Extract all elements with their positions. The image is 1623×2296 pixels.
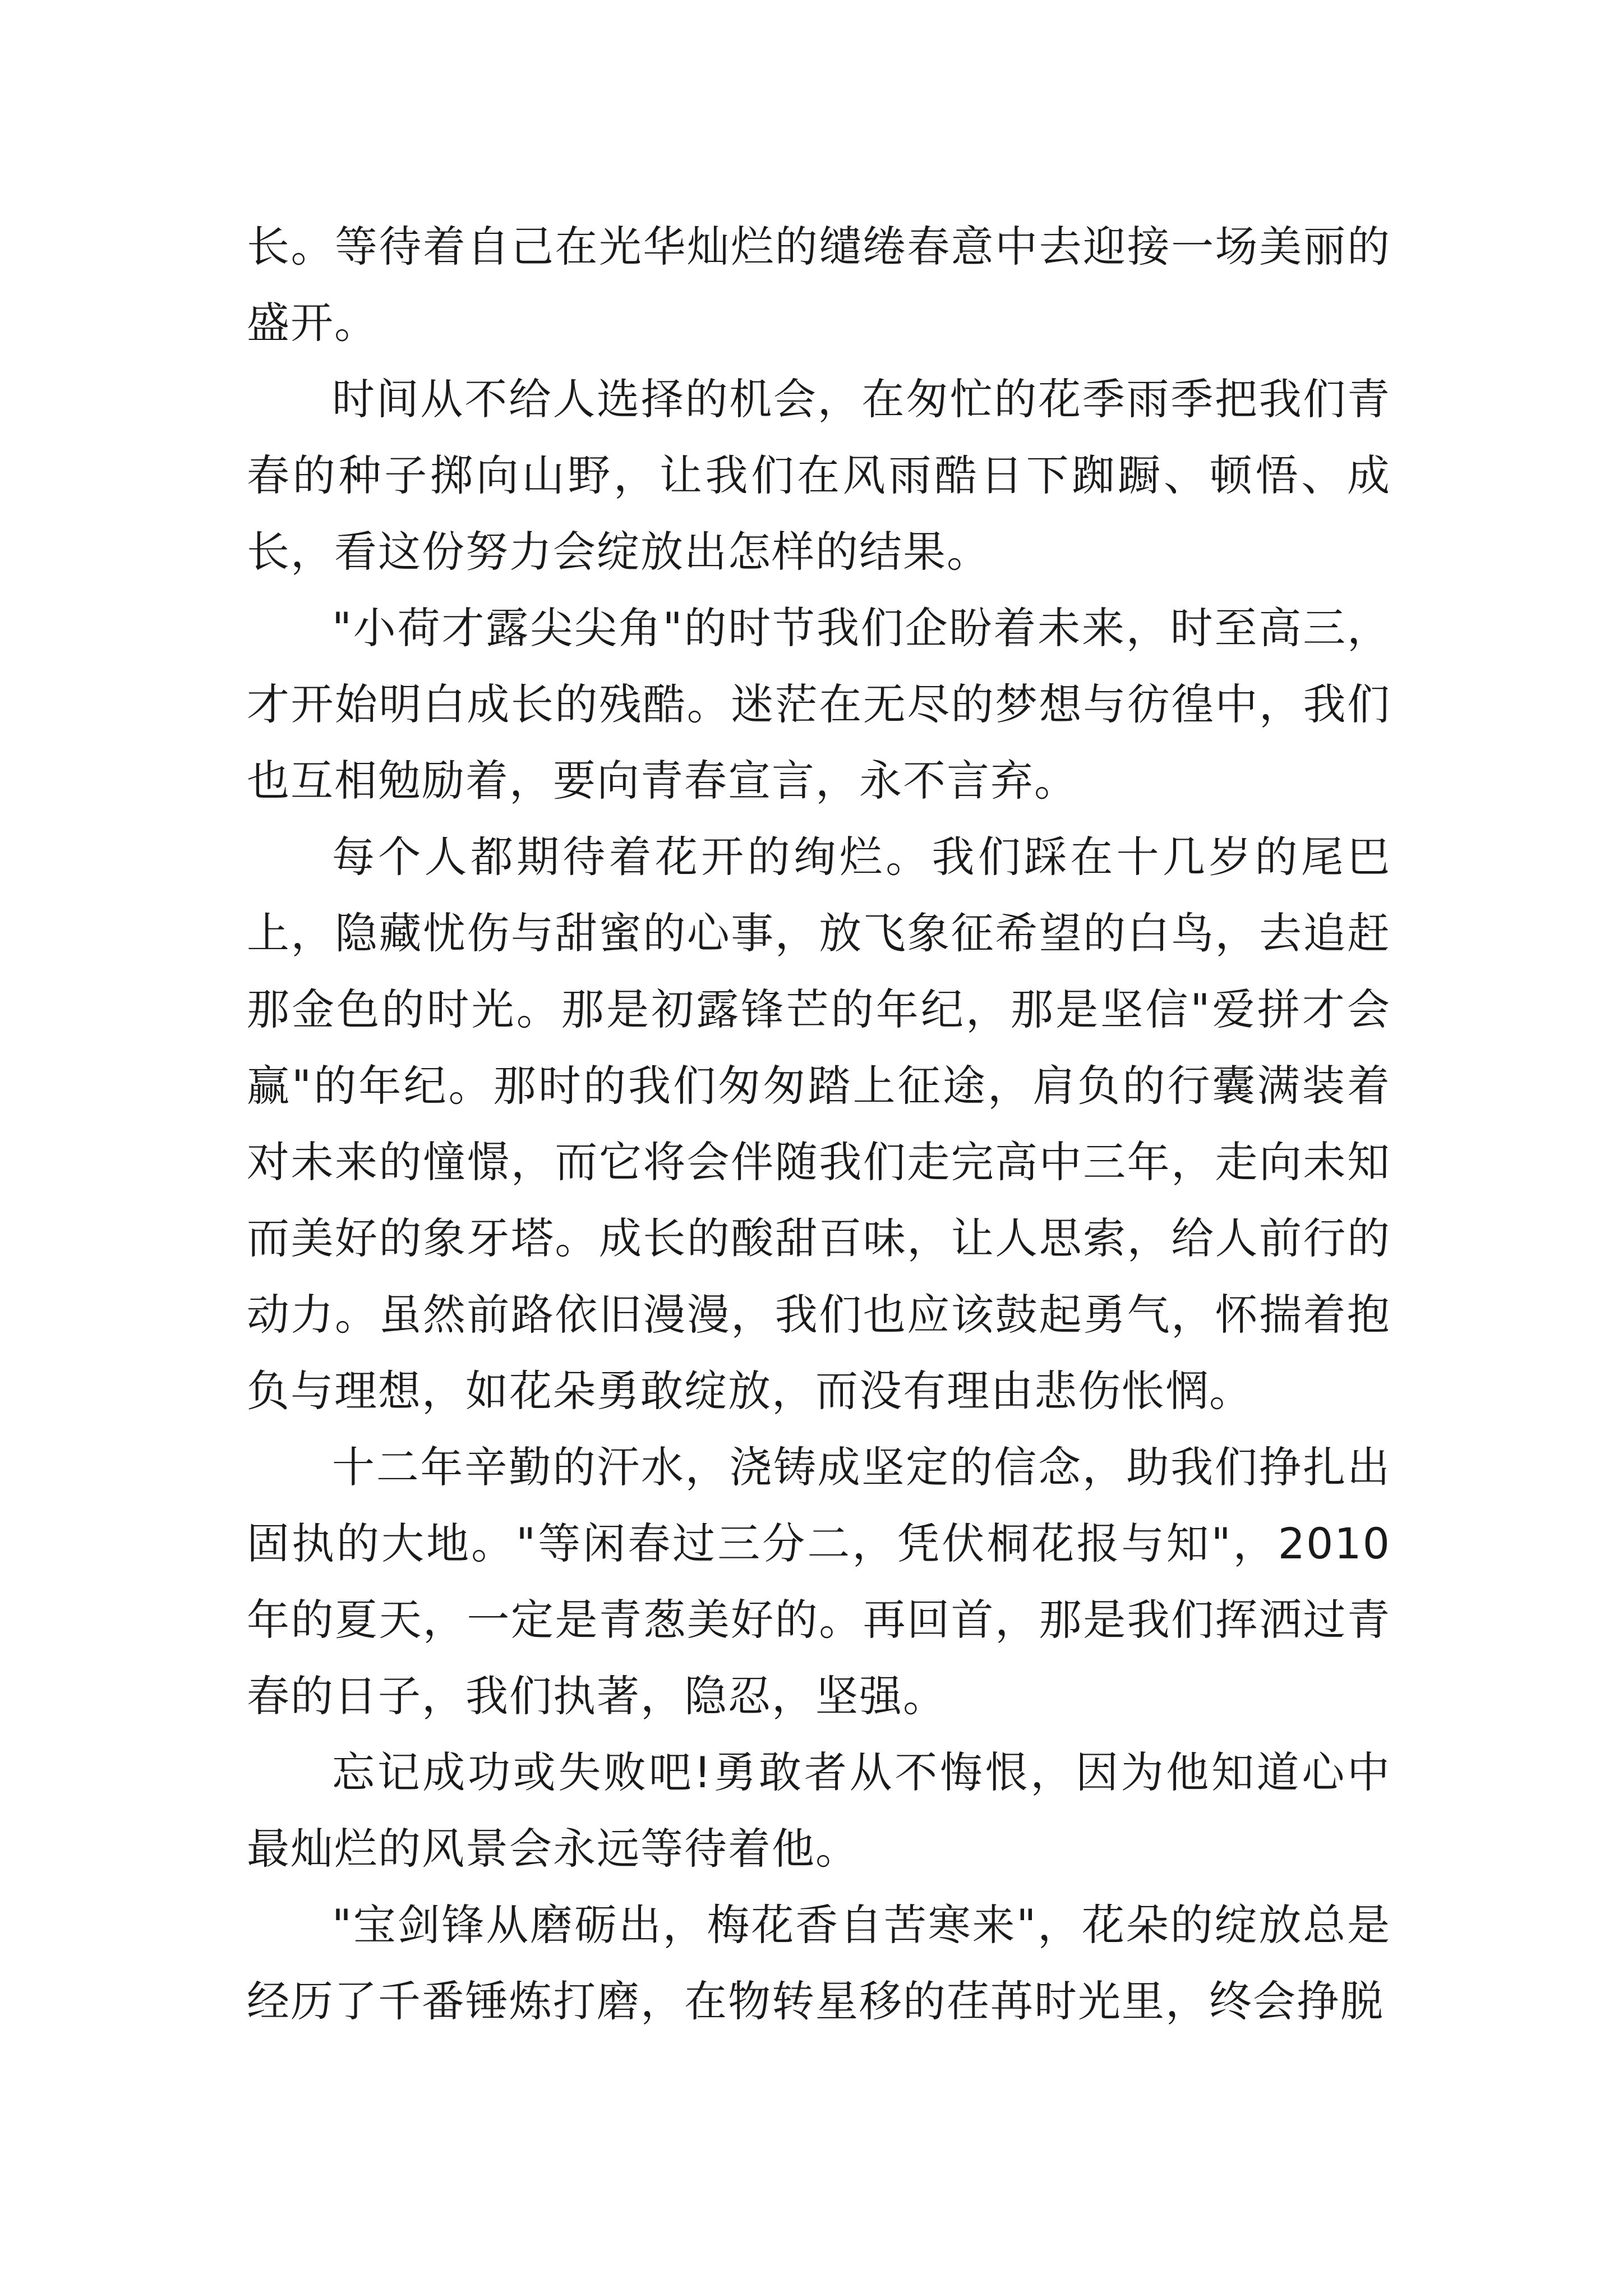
paragraph-twelve-years: 十二年辛勤的汗水，浇铸成坚定的信念，助我们挣扎出固执的大地。"等闲春过三分二，凭伏桐花报与知"，2010 年的夏天，一定是青葱美好的。再回首，那是我们挥洒过青春的日子，我们执著，隐忍，坚强。 [247,1442,1406,1721]
paragraph-time-choice: 时间从不给人选择的机会，在匆忙的花季雨季把我们青春的种子掷向山野，让我们在风雨酷日下踟蹰、顿悟、成长，看这份努力会绽放出怎样的结果。 [247,374,1391,577]
paragraph-sword-edge: "宝剑锋从磨砺出，梅花香自苦寒来"，花朵的绽放总是经历了千番锤炼打磨，在物转星移的荏苒时光里，终会挣脱 [247,1900,1391,2026]
paragraph-continuation: 长。等待着自己在光华灿烂的缱绻春意中去迎接一场美丽的盛开。 [247,222,1391,348]
paragraph-flowers-bloom: 每个人都期待着花开的绚烂。我们踩在十几岁的尾巴上，隐藏忧伤与甜蜜的心事，放飞象征希望的白鸟，去追赶那金色的时光。那是初露锋芒的年纪，那是坚信"爱拼才会赢"的年纪。那时的我们匆匆踏上征途，肩负的行囊满装着对未来的憧憬，而它将会伴随我们走完高中三年，走向未知而美好的象牙塔。成长的酸甜百味，让人思索，给人前行的动力。虽然前路依旧漫漫，我们也应该鼓起勇气，怀揣着抱负与理想，如花朵勇敢绽放，而没有理由悲伤怅惘。 [247,832,1391,1416]
paragraph-little-lotus: "小荷才露尖尖角"的时节我们企盼着未来，时至高三，才开始明白成长的残酷。迷茫在无尽的梦想与彷徨中，我们也互相勉励着，要向青春宣言，永不言弃。 [247,603,1391,806]
document-body [247,209,1406,2040]
paragraph-forget-success: 忘记成功或失败吧!勇敢者从不悔恨，因为他知道心中最灿烂的风景会永远等待着他。 [247,1747,1391,1874]
